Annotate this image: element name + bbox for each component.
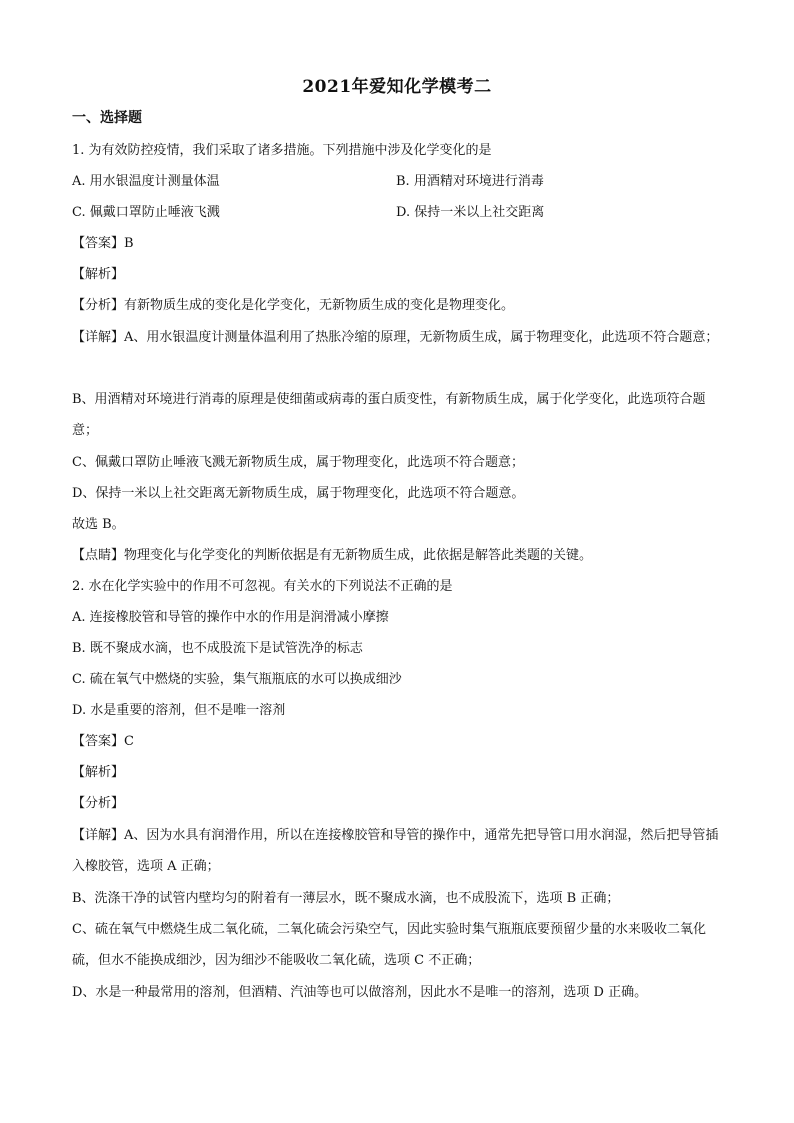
q2-option-c: C. 硫在氧气中燃烧的实验，集气瓶瓶底的水可以换成细沙 <box>72 672 402 687</box>
page-title: 2021年爱知化学模考二 <box>302 77 492 97</box>
q2-detail-d: D、水是一种最常用的溶剂，但酒精、汽油等也可以做溶剂，因此水不是唯一的溶剂，选项 D 正确。 <box>72 985 648 1000</box>
q1-fenxi: 【分析】有新物质生成的变化是化学变化，无新物质生成的变化是物理变化。 <box>72 298 515 313</box>
q2-detail-b: B、洗涤干净的试管内壁均匀的附着有一薄层水，既不聚成水滴，也不成股流下，选项 B 正确； <box>72 891 620 906</box>
q1-option-b: B. 用酒精对环境进行消毒 <box>396 174 544 189</box>
q2-detail-c: C、硫在氧气中燃烧生成二氧化硫，二氧化硫会污染空气，因此实验时集气瓶瓶底要预留少量的水来吸收二氧化硫，但水不能换成细沙，因为细沙不能吸收二氧化硫，选项 C 不正确； <box>72 922 706 968</box>
q2-option-b: B. 既不聚成水滴，也不成股流下是试管洗净的标志 <box>72 641 363 656</box>
q1-dianjing: 【点睛】物理变化与化学变化的判断依据是有无新物质生成，此依据是解答此类题的关键。 <box>72 548 593 563</box>
q2-option-a: A. 连接橡胶管和导管的操作中水的作用是润滑减小摩擦 <box>72 610 389 625</box>
q2-analysis-label: 【解析】 <box>72 765 125 780</box>
q1-option-c: C. 佩戴口罩防止唾液飞溅 <box>72 205 220 220</box>
q1-answer: 【答案】B <box>72 236 134 251</box>
q2-answer: 【答案】C <box>72 734 134 749</box>
q1-detail-b: B、用酒精对环境进行消毒的原理是使细菌或病毒的蛋白质变性，有新物质生成，属于化学变化，此选项符合题意； <box>72 392 706 438</box>
q2-option-d: D. 水是重要的溶剂，但不是唯一溶剂 <box>72 703 286 718</box>
q1-option-d: D. 保持一米以上社交距离 <box>396 205 545 220</box>
q1-stem: 1. 为有效防控疫情，我们采取了诸多措施。下列措施中涉及化学变化的是 <box>72 143 492 158</box>
q1-conclusion: 故选 B。 <box>72 517 125 532</box>
q1-detail-d: D、保持一米以上社交距离无新物质生成，属于物理变化，此选项不符合题意。 <box>72 486 525 501</box>
q2-stem: 2. 水在化学实验中的作用不可忽视。有关水的下列说法不正确的是 <box>72 579 453 594</box>
section-heading: 一、选择题 <box>72 110 142 126</box>
q1-detail-a: 【详解】A、用水银温度计测量体温利用了热胀冷缩的原理，无新物质生成，属于物理变化，此选项不符合题意； <box>72 330 719 345</box>
q2-detail-a: 【详解】A、因为水具有润滑作用，所以在连接橡胶管和导管的操作中，通常先把导管口用水润湿，然后把导管插入橡胶管，选项 A 正确； <box>72 828 719 874</box>
q2-fenxi: 【分析】 <box>72 796 125 811</box>
q1-option-a: A. 用水银温度计测量体温 <box>72 174 220 189</box>
q1-analysis-label: 【解析】 <box>72 267 125 282</box>
q1-detail-c: C、佩戴口罩防止唾液飞溅无新物质生成，属于物理变化，此选项不符合题意； <box>72 455 524 470</box>
